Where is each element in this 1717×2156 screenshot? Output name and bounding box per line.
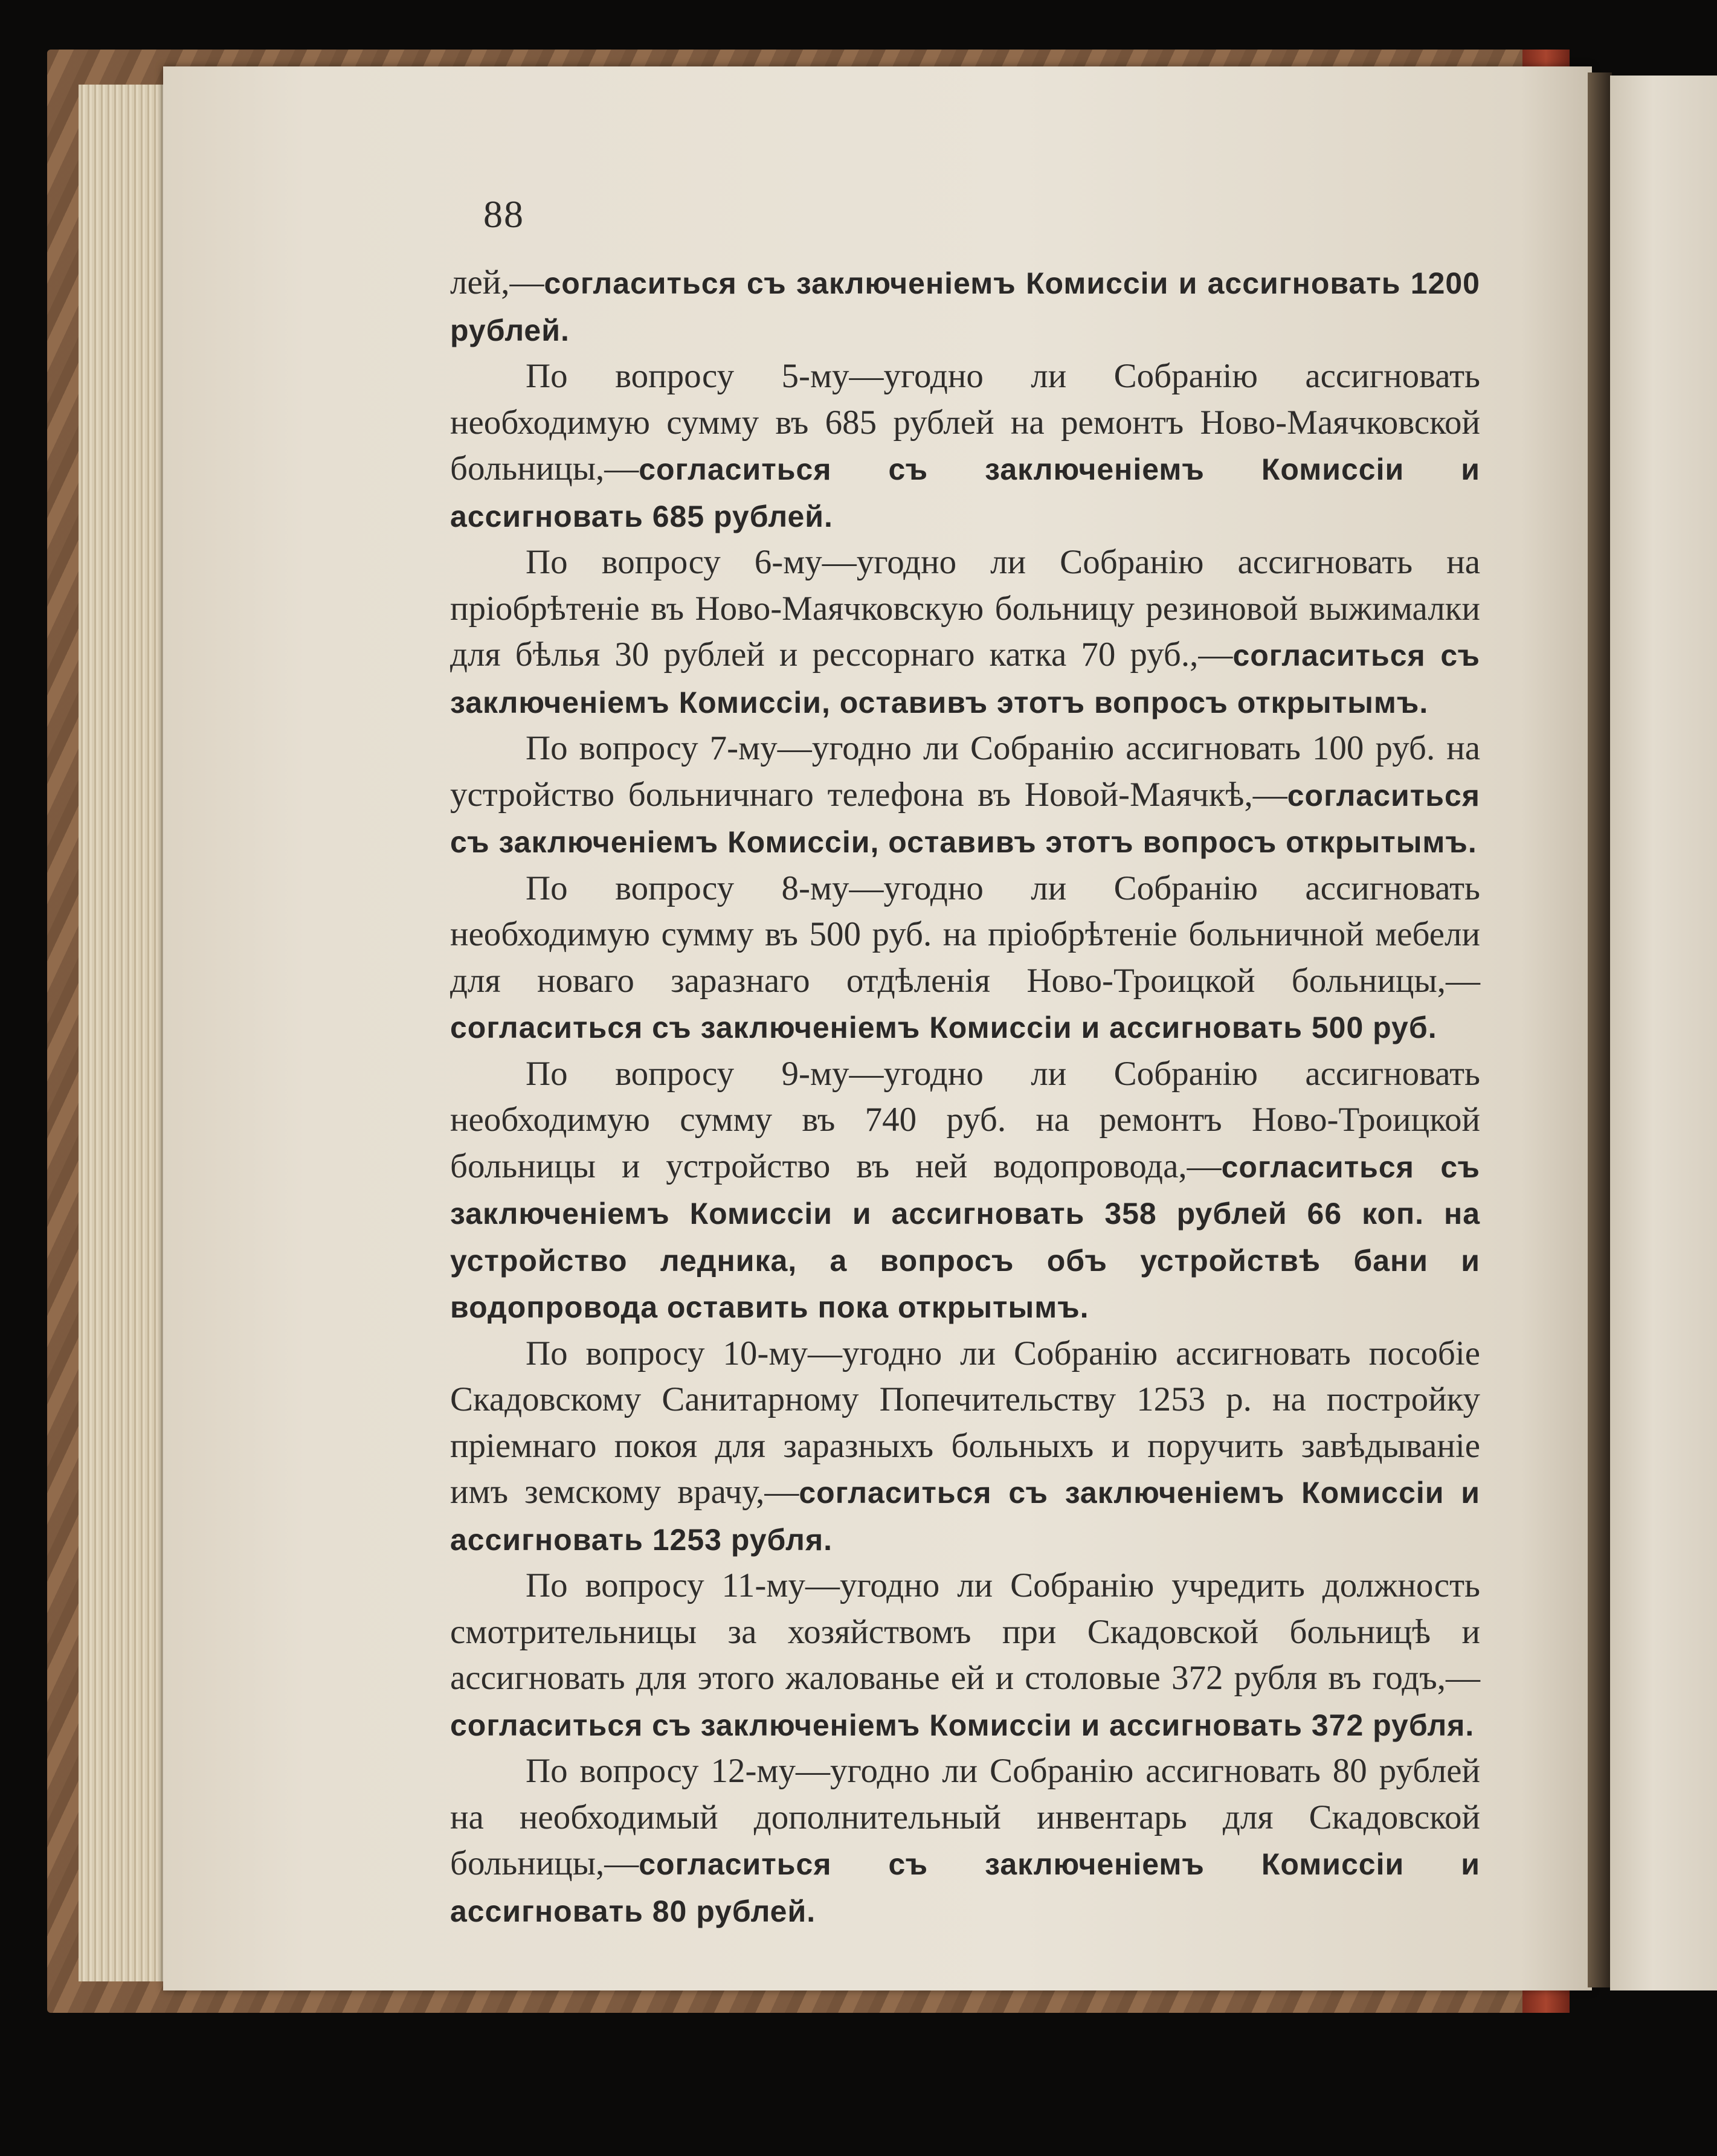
paragraph-resolution: согласиться съ заключеніемъ Комиссіи и ассигновать 1253 рубля. [450, 1476, 1480, 1557]
paragraph-resolution: согласиться съ заключеніемъ Комиссіи и ассигновать 358 рублей 66 коп. на устройство ледника, а вопросъ объ устройствѣ бани и водопровода оставить пока открытымъ. [450, 1150, 1480, 1324]
paragraph [450, 1051, 1480, 1331]
paragraph [450, 260, 1480, 353]
paragraph-text: По вопросу 12-му—угодно ли Собранію ассигновать 80 рублей на необходимый дополнительный инвентарь для Скадовской больницы,— [450, 1752, 1480, 1882]
page-number: 88 [483, 193, 524, 236]
paragraph-text: По вопросу 9-му—угодно ли Собранію ассигновать необходимую сумму въ 740 руб. на ремонтъ Ново-Троицкой больницы и устройство въ ней водопровода,— [450, 1054, 1480, 1185]
paragraph [450, 539, 1480, 726]
page-edges [79, 85, 169, 1981]
paragraph [450, 1748, 1480, 1934]
paragraph [450, 1331, 1480, 1563]
book-gutter [1588, 72, 1612, 1987]
paragraph-resolution: согласиться съ заключеніемъ Комиссіи и ассигновать 685 рублей. [450, 452, 1480, 533]
paragraph [450, 866, 1480, 1051]
paragraph [450, 353, 1480, 539]
paragraph-text: лей,— [450, 263, 544, 301]
paragraph-text: По вопросу 11-му—угодно ли Собранію учредить должность смотрительницы за хозяйствомъ при Скадовской больницѣ и ассигновать для этого жалованье ей и столовые 372 рубля въ годъ,— [450, 1566, 1480, 1697]
facing-page-edge [1610, 76, 1717, 1990]
paragraph-resolution: согласиться съ заключеніемъ Комиссіи и ассигновать 500 руб. [450, 1011, 1437, 1044]
paragraph-text: По вопросу 8-му—угодно ли Собранію ассигновать необходимую сумму въ 500 руб. на пріобрѣтеніе больничной мебели для новаго заразнаго отдѣленія Ново-Троицкой больницы,— [450, 869, 1480, 1000]
paragraph-text: По вопросу 10-му—угодно ли Собранію ассигновать пособіе Скадовскому Санитарному Попечительству 1253 р. на постройку пріемнаго покоя для заразныхъ больныхъ и поручить завѣдываніе имъ земскому врачу,— [450, 1334, 1480, 1511]
paragraph [450, 726, 1480, 866]
paragraph [450, 1563, 1480, 1748]
paragraph-resolution: согласиться съ заключеніемъ Комиссіи, оставивъ этотъ вопросъ открытымъ. [450, 778, 1480, 859]
paragraph-text: По вопросу 6-му—угодно ли Собранію ассигновать на пріобрѣтеніе въ Ново-Маячковскую больницу резиновой выжималки для бѣлья 30 рублей и рессорнаго катка 70 руб.,— [450, 543, 1480, 674]
paragraph-resolution: согласиться съ заключеніемъ Комиссіи и ассигновать 372 рубля. [450, 1708, 1475, 1742]
paragraph-resolution: согласиться съ заключеніемъ Комиссіи и ассигновать 1200 рублей. [450, 266, 1480, 347]
paragraph-resolution: согласиться съ заключеніемъ Комиссіи, оставивъ этотъ вопросъ открытымъ. [450, 639, 1480, 719]
page-text [450, 260, 1480, 1934]
paragraph-text: По вопросу 5-му—угодно ли Собранію ассигновать необходимую сумму въ 685 рублей на ремонтъ Ново-Маячковской больницы,— [450, 357, 1480, 488]
paragraph-text: По вопросу 7-му—угодно ли Собранію ассигновать 100 руб. на устройство больничнаго телефона въ Новой-Маячкѣ,— [450, 729, 1480, 814]
paragraph-resolution: согласиться съ заключеніемъ Комиссіи и ассигновать 80 рублей. [450, 1847, 1480, 1928]
